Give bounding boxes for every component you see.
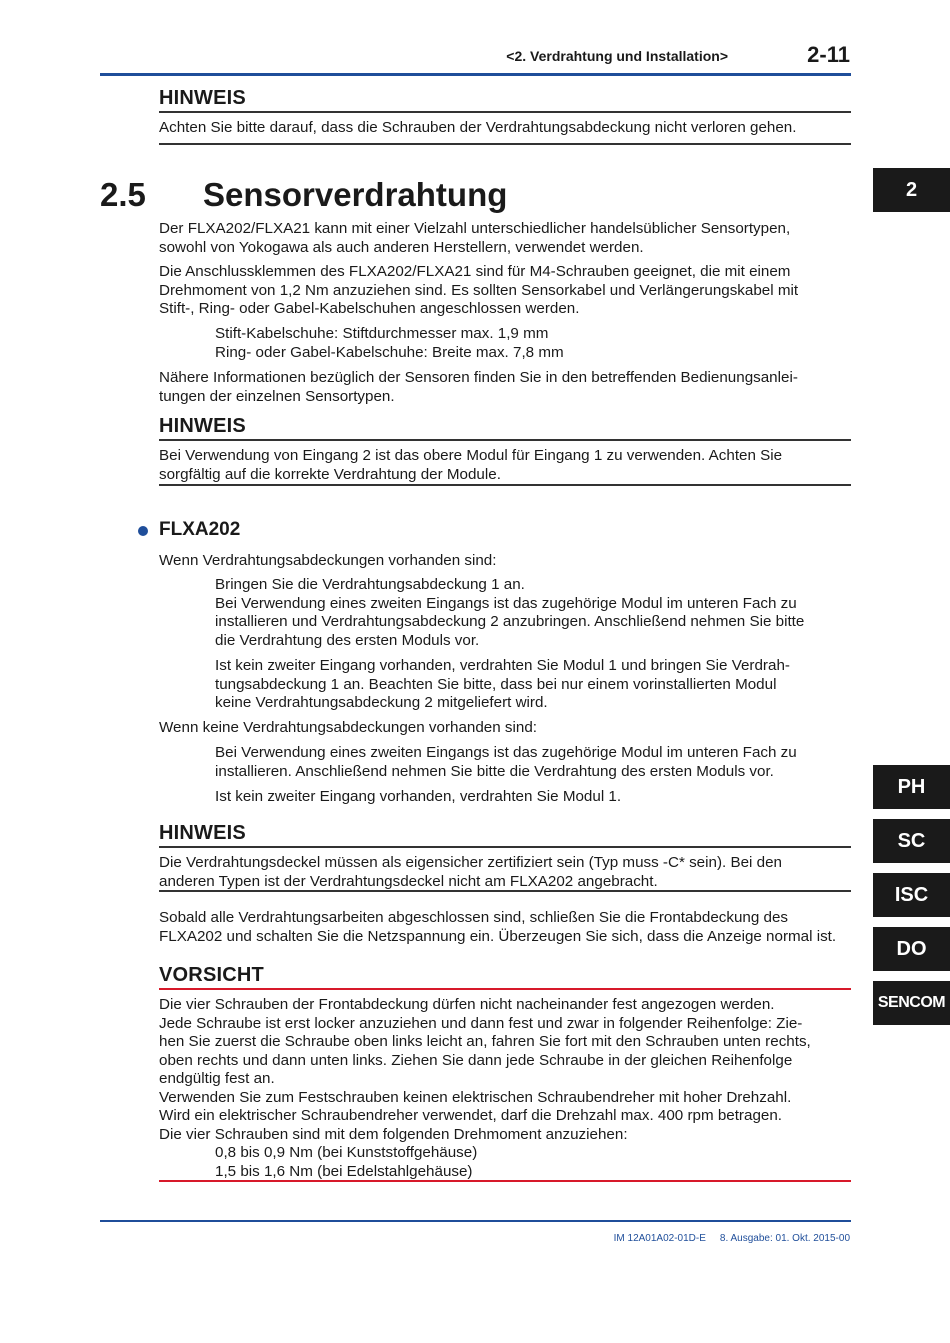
case1-b-line: Ist kein zweiter Eingang vorhanden, verdrahten Sie Modul 1 und bringen Sie Verdrah- xyxy=(215,657,790,674)
intro-p2-line: Drehmoment von 1,2 Nm anzuziehen sind. Es sollten Sensorkabel und Verlängerungskabel mit xyxy=(159,281,799,299)
footer-edition: 8. Ausgabe: 01. Okt. 2015-00 xyxy=(719,1233,850,1244)
section-title: Sensorverdrahtung xyxy=(203,176,508,213)
note3-bottom-rule xyxy=(159,890,851,892)
case1-step-b xyxy=(215,657,790,713)
note2-title: HINWEIS xyxy=(159,415,246,437)
note1-top-rule xyxy=(159,111,851,113)
torque-steel: 1,5 bis 1,6 Nm (bei Edelstahlgehäuse) xyxy=(215,1162,473,1180)
closing-line: FLXA202 und schalten Sie die Netzspannung ein. Überzeugen Sie sich, dass die Anzeige normal ist. xyxy=(159,927,837,945)
caution-line: Die vier Schrauben der Frontabdeckung dürfen nicht nacheinander fest angezogen werden. xyxy=(159,996,775,1013)
intro-paragraph-1 xyxy=(159,220,790,257)
footer-doc-id: IM 12A01A02-01D-E xyxy=(613,1233,706,1244)
intro-p3-line: tungen der einzelnen Sensortypen. xyxy=(159,387,395,405)
case1-a-line: Bei Verwendung eines zweiten Eingangs ist das zugehörige Modul im unteren Fach zu xyxy=(215,594,797,612)
note2-text xyxy=(159,447,782,484)
footer-rule xyxy=(100,1220,851,1222)
side-tab-sencom[interactable]: SENCOM xyxy=(873,981,950,1025)
torque-list xyxy=(215,1144,477,1181)
note3-line: Die Verdrahtungsdeckel müssen als eigensicher zertifiziert sein (Typ muss -C* sein). Bei den xyxy=(159,854,782,871)
spec-ring-lug: Ring- oder Gabel-Kabelschuhe: Breite max. 7,8 mm xyxy=(215,343,564,361)
caution-bottom-rule xyxy=(159,1180,851,1182)
intro-p3-line: Nähere Informationen bezüglich der Sensoren finden Sie in den betreffenden Bedienungsanlei- xyxy=(159,369,798,386)
page-number: 2-11 xyxy=(807,42,850,67)
bullet-icon xyxy=(138,526,148,536)
case2-step-a xyxy=(215,744,797,781)
intro-paragraph-2 xyxy=(159,263,798,319)
note2-top-rule xyxy=(159,439,851,441)
note1-bottom-rule xyxy=(159,143,851,145)
case2-a-line: installieren. Anschließend nehmen Sie bitte die Verdrahtung des ersten Moduls vor. xyxy=(215,762,774,780)
closing-line: Sobald alle Verdrahtungsarbeiten abgeschlossen sind, schließen Sie die Frontabdeckung des xyxy=(159,909,789,926)
caution-line: endgültig fest an. xyxy=(159,1070,275,1087)
caution-text xyxy=(159,996,811,1144)
case1-intro: Wenn Verdrahtungsabdeckungen vorhanden sind: xyxy=(159,552,497,569)
intro-p2-line: Stift-, Ring- oder Gabel-Kabelschuhen angeschlossen werden. xyxy=(159,300,580,317)
note2-line: Bei Verwendung von Eingang 2 ist das obere Modul für Eingang 1 zu verwenden. Achten Sie xyxy=(159,447,783,464)
torque-plastic: 0,8 bis 0,9 Nm (bei Kunststoffgehäuse) xyxy=(215,1144,478,1161)
intro-p1-line: Der FLXA202/FLXA21 kann mit einer Vielzahl unterschiedlicher handelsüblicher Sensortypen, xyxy=(159,220,791,237)
caution-line: Die vier Schrauben sind mit dem folgenden Drehmoment anzuziehen: xyxy=(159,1125,628,1143)
spec-list xyxy=(215,325,564,362)
side-tab-do[interactable]: DO xyxy=(873,927,950,971)
caution-line: hen Sie zuerst die Schraube oben links leicht an, fahren Sie fort mit den Schrauben unten rechts, xyxy=(159,1033,811,1050)
case1-b-line: keine Verdrahtungsabdeckung 2 mitgeliefert wird. xyxy=(215,694,548,711)
caution-top-rule xyxy=(159,988,851,990)
side-tab-sc[interactable]: SC xyxy=(873,819,950,863)
caution-title: VORSICHT xyxy=(159,964,264,986)
note3-top-rule xyxy=(159,846,851,848)
caution-line: oben rechts und dann unten links. Ziehen Sie dann jede Schraube in der gleichen Reihenfolge xyxy=(159,1051,793,1069)
note1-title: HINWEIS xyxy=(159,87,246,109)
caution-line: Verwenden Sie zum Festschrauben keinen elektrischen Schraubendreher mit hoher Drehzahl. xyxy=(159,1088,792,1106)
intro-p1-line: sowohl von Yokogawa als auch anderen Herstellern, verwendet werden. xyxy=(159,238,644,256)
intro-p2-line: Die Anschlussklemmen des FLXA202/FLXA21 sind für M4-Schrauben geeignet, die mit einem xyxy=(159,263,791,280)
case1-a-line: installieren und Verdrahtungsabdeckung 2 anzubringen. Anschließend nehmen Sie bitte xyxy=(215,613,805,630)
case1-a-line: Bringen Sie die Verdrahtungsabdeckung 1 an. xyxy=(215,576,525,593)
footer xyxy=(600,1233,850,1244)
side-tab-isc[interactable]: ISC xyxy=(873,873,950,917)
chapter-tab[interactable]: 2 xyxy=(873,168,950,212)
caution-line: Jede Schraube ist erst locker anzuziehen und dann fest und zwar in folgender Reihenfolge: Zie- xyxy=(159,1014,803,1032)
note3-text xyxy=(159,854,782,891)
header-chapter: <2. Verdrahtung und Installation> xyxy=(506,48,728,64)
note2-line: sorgfältig auf die korrekte Verdrahtung der Module. xyxy=(159,465,501,483)
subsection-title: FLXA202 xyxy=(159,519,241,540)
case2-intro: Wenn keine Verdrahtungsabdeckungen vorhanden sind: xyxy=(159,719,537,736)
case1-step-a xyxy=(215,576,804,650)
case2-step-b: Ist kein zweiter Eingang vorhanden, verdrahten Sie Modul 1. xyxy=(215,788,622,805)
caution-line: Wird ein elektrischer Schraubendreher verwendet, darf die Drehzahl max. 400 rpm betragen. xyxy=(159,1107,782,1124)
case2-a-line: Bei Verwendung eines zweiten Eingangs ist das zugehörige Modul im unteren Fach zu xyxy=(215,744,797,761)
side-tab-ph[interactable]: PH xyxy=(873,765,950,809)
case1-a-line: die Verdrahtung des ersten Moduls vor. xyxy=(215,631,480,649)
intro-paragraph-3 xyxy=(159,369,798,406)
case1-b-line: tungsabdeckung 1 an. Beachten Sie bitte, dass bei nur einem vorinstallierten Modul xyxy=(215,675,777,693)
section-number: 2.5 xyxy=(100,176,146,213)
spec-pin-lug: Stift-Kabelschuhe: Stiftdurchmesser max. 1,9 mm xyxy=(215,325,549,342)
closing-paragraph xyxy=(159,909,836,946)
note3-title: HINWEIS xyxy=(159,822,246,844)
note2-bottom-rule xyxy=(159,484,851,486)
header-rule xyxy=(100,73,851,76)
note3-line: anderen Typen ist der Verdrahtungsdeckel nicht am FLXA202 angebracht. xyxy=(159,872,658,890)
note1-text: Achten Sie bitte darauf, dass die Schrauben der Verdrahtungsabdeckung nicht verloren gehen. xyxy=(159,119,797,136)
